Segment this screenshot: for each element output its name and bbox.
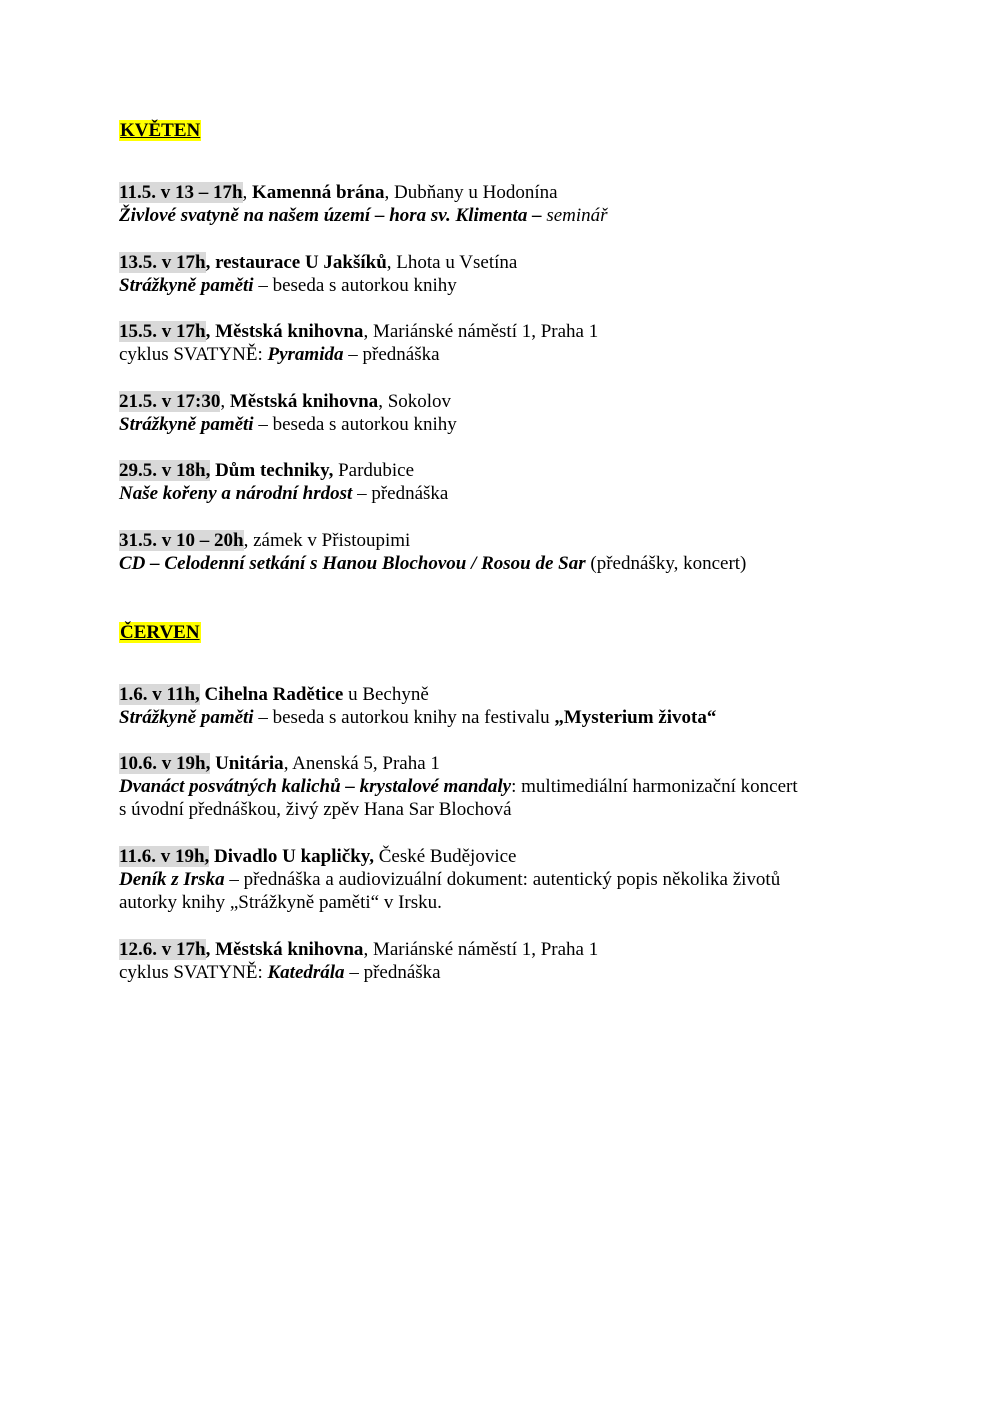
text-run: – přednáška: [344, 962, 441, 983]
event-title-line: [119, 552, 879, 575]
text-run: , Mariánské náměstí 1, Praha 1: [363, 321, 599, 342]
month-heading-kveten: KVĚTEN: [120, 120, 201, 141]
text-run: Strážkyně paměti: [119, 707, 254, 728]
text-run: , Městská knihovna: [205, 939, 364, 960]
text-run: u Bechyně: [343, 684, 429, 705]
event-date: 13.5. v 17h: [119, 252, 206, 273]
event-item: [119, 938, 879, 984]
text-run: , Mariánské náměstí 1, Praha 1: [363, 939, 599, 960]
text-run: „Mysterium života“: [554, 707, 717, 728]
event-header-line: [119, 181, 879, 204]
event-title-line: [119, 775, 879, 798]
event-date: 21.5. v 17:30: [119, 391, 221, 412]
text-run: Strážkyně paměti: [119, 275, 254, 296]
event-title-line: [119, 343, 879, 366]
text-run: s úvodní přednáškou, živý zpěv Hana Sar Blochová: [119, 799, 512, 820]
event-date: 10.6. v 19h,: [119, 753, 211, 774]
text-run: , Lhota u Vsetína: [386, 252, 518, 273]
event-date: 12.6. v 17h: [119, 939, 206, 960]
text-run: (přednášky, koncert): [585, 553, 747, 574]
text-run: , zámek v Přistoupimi: [243, 530, 411, 551]
text-run: cyklus SVATYNĚ:: [119, 962, 268, 983]
event-header-line: [119, 845, 879, 868]
text-run: – beseda s autorkou knihy: [253, 414, 457, 435]
month-heading-cerven: ČERVEN: [120, 622, 200, 643]
text-run: CD – Celodenní setkání s Hanou Blochovou / Rosou de Sar: [119, 553, 586, 574]
text-run: – beseda s autorkou knihy: [253, 275, 457, 296]
text-run: – beseda s autorkou knihy na festivalu: [253, 707, 555, 728]
text-run: , Sokolov: [378, 391, 452, 412]
text-run: ,: [220, 391, 230, 412]
event-date: 29.5. v 18h,: [119, 460, 211, 481]
text-run: Naše kořeny a národní hrdost: [119, 483, 353, 504]
event-date: 11.5. v 13 – 17h: [119, 182, 243, 203]
event-title-line: [119, 868, 879, 891]
text-run: ,: [242, 182, 253, 203]
text-run: Kamenná brána: [252, 182, 385, 203]
text-run: : multimediální harmonizační koncert: [511, 776, 798, 797]
text-run: seminář: [546, 205, 608, 226]
text-run: České Budějovice: [374, 846, 517, 867]
event-header-line: [119, 390, 879, 413]
text-run: Dvanáct posvátných kalichů – krystalové mandaly: [119, 776, 512, 797]
text-run: Strážkyně paměti: [119, 414, 254, 435]
event-header-line: [119, 529, 879, 552]
text-run: Městská knihovna: [229, 391, 379, 412]
event-item: [119, 529, 879, 575]
event-date: 31.5. v 10 – 20h: [119, 530, 244, 551]
event-title-line: [119, 706, 879, 729]
event-item: [119, 390, 879, 436]
text-run: – přednáška: [343, 344, 440, 365]
event-header-line: [119, 683, 879, 706]
text-run: , Dubňany u Hodonína: [384, 182, 558, 203]
event-header-line: [119, 320, 879, 343]
text-run: Pardubice: [333, 460, 415, 481]
event-header-line: [119, 752, 879, 775]
event-date: 1.6. v 11h,: [119, 684, 200, 705]
text-run: Cihelna Radětice: [199, 684, 344, 705]
event-item: [119, 845, 879, 914]
event-detail-line: [119, 798, 879, 821]
event-item: [119, 683, 879, 729]
text-run: Pyramida: [267, 344, 344, 365]
text-run: , restaurace U Jakšíků: [205, 252, 387, 273]
text-run: , Anenská 5, Praha 1: [283, 753, 440, 774]
event-title-line: [119, 204, 879, 227]
event-header-line: [119, 938, 879, 961]
event-title-line: [119, 482, 879, 505]
text-run: Deník z Irska: [119, 869, 225, 890]
event-title-line: [119, 274, 879, 297]
text-run: Živlové svatyně na našem území – hora sv. Klimenta –: [119, 205, 547, 226]
event-item: [119, 181, 879, 227]
text-run: Unitária: [210, 753, 284, 774]
event-date: 11.6. v 19h,: [119, 846, 210, 867]
event-item: [119, 320, 879, 366]
text-run: – přednáška: [352, 483, 449, 504]
event-date: 15.5. v 17h: [119, 321, 206, 342]
text-run: , Městská knihovna: [205, 321, 364, 342]
event-detail-line: [119, 891, 879, 914]
text-run: Katedrála: [267, 962, 345, 983]
event-title-line: [119, 413, 879, 436]
event-item: [119, 459, 879, 505]
text-run: Divadlo U kapličky,: [209, 846, 374, 867]
text-run: Dům techniky,: [210, 460, 334, 481]
event-header-line: [119, 459, 879, 482]
event-title-line: [119, 961, 879, 984]
text-run: – přednáška a audiovizuální dokument: autentický popis několika životů: [224, 869, 781, 890]
event-item: [119, 752, 879, 821]
event-header-line: [119, 251, 879, 274]
text-run: cyklus SVATYNĚ:: [119, 344, 268, 365]
text-run: autorky knihy „Strážkyně paměti“ v Irsku.: [119, 892, 442, 913]
event-item: [119, 251, 879, 297]
